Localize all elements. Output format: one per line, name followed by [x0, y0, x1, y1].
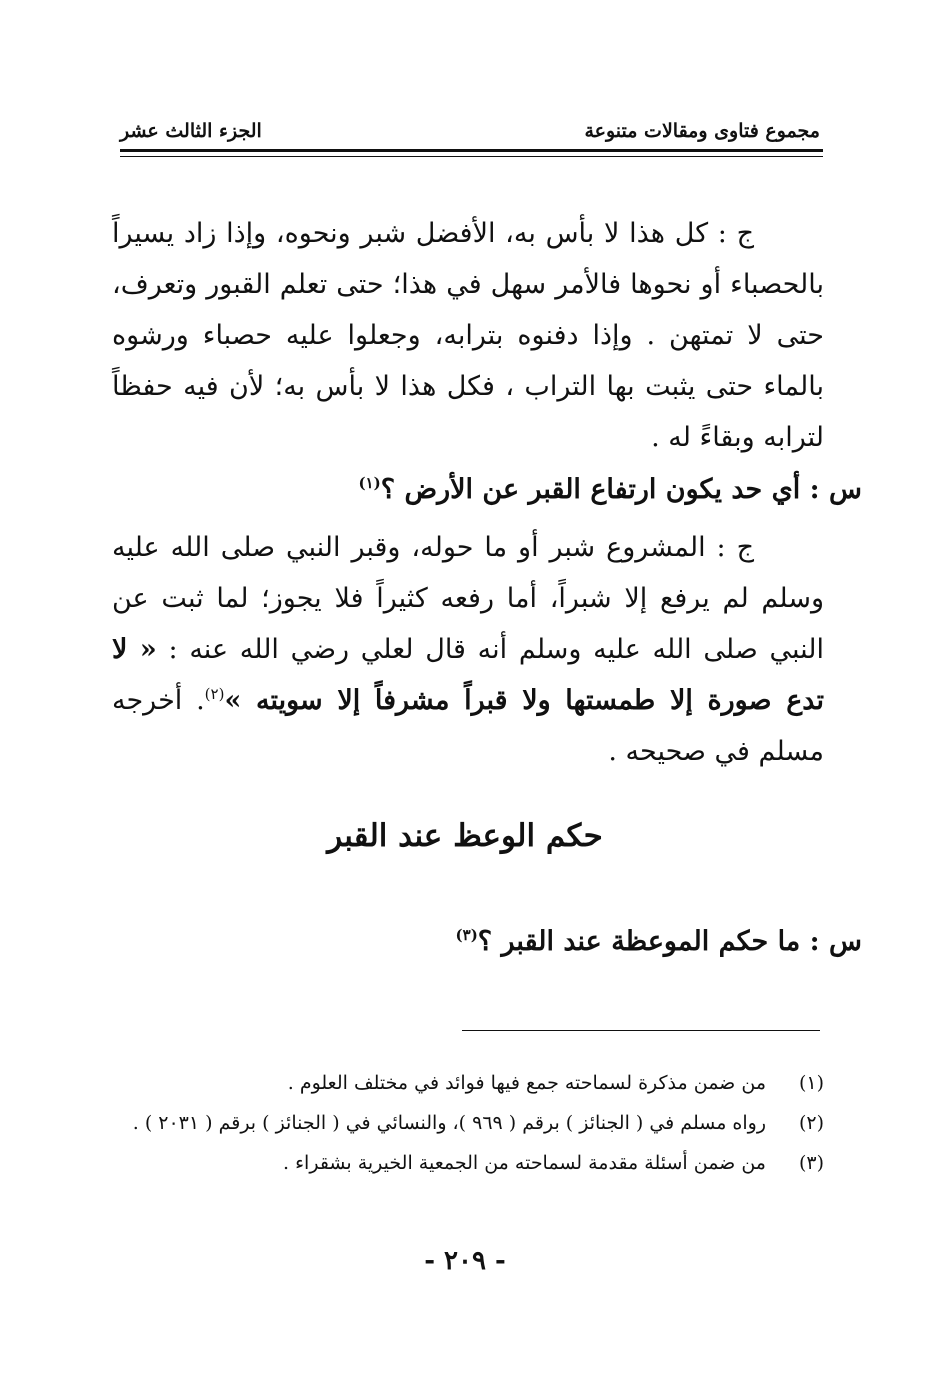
question-1 [262, 470, 862, 510]
page-number: - ٢٠٩ - [424, 1246, 506, 1276]
section-heading: حكم الوعظ عند القبر [327, 818, 603, 854]
answer-1-text: ج : كل هذا لا بأس به، الأفضل شبر ونحوه، وإذا زاد يسيراً بالحصباء أو نحوها فالأمر سهل في هذا؛ حتى تعلم القبور وتعرف، حتى لا تمتهن . وإذا دفنوه بترابه، وجعلوا عليه حصباء ورشوه بالماء حتى يثبت بها التراب ، فكل هذا لا بأس به؛ لأن فيه حفظاً لترابه وبقاءً له . [112, 218, 824, 453]
footnote-number: (٣) [798, 1152, 824, 1174]
footnote-ref-2[interactable]: (٢) [204, 685, 225, 703]
footnote-text: من ضمن أسئلة مقدمة لسماحته من الجمعية الخيرية بشقراء . [283, 1152, 766, 1174]
answer-2-paragraph [112, 522, 824, 777]
question-2 [262, 922, 862, 962]
footnote-separator [462, 1030, 820, 1031]
footnote-ref-3[interactable]: (٣) [455, 926, 478, 944]
answer-paragraph-2 [112, 522, 824, 777]
footnote-number: (٢) [798, 1112, 824, 1134]
footnote-item [112, 1146, 824, 1180]
footnote-text: رواه مسلم في ( الجنائز ) برقم ( ٩٦٩ )، والنسائي في ( الجنائز ) برقم ( ٢٠٣١ ) . [132, 1112, 766, 1134]
question-2-text: س : ما حكم الموعظة عند القبر ؟ [477, 926, 862, 957]
hadith-quote: « لا تدع صورة إلا طمستها ولا قبراً مشرفاً إلا سويته » [112, 634, 824, 716]
footnote-item [112, 1106, 824, 1140]
volume-label: الجزء الثالث عشر [120, 120, 262, 142]
footnotes [112, 1066, 824, 1186]
running-header [120, 116, 820, 146]
footnote-number: (١) [798, 1072, 824, 1094]
answer-2-ending: . أخرجه مسلم في صحيحه . [112, 685, 824, 767]
answer-2-text: ج : المشروع شبر أو ما حوله، وقبر النبي صلى الله عليه وسلم لم يرفع إلا شبراً، أما رفعه كثيراً فلا يجوز؛ لما ثبت عن النبي صلى الله عليه وسلم أنه قال لعلي رضي الله عنه : [112, 532, 824, 665]
answer-paragraph-1 [112, 208, 824, 463]
footnote-ref-1[interactable]: (١) [358, 474, 381, 492]
footnote-text: من ضمن مذكرة لسماحته جمع فيها فوائد في مختلف العلوم . [287, 1072, 766, 1094]
header-rule-thin [120, 156, 823, 157]
question-1-text: س : أي حد يكون ارتفاع القبر عن الأرض ؟ [380, 474, 862, 505]
header-rule-thick [120, 149, 823, 152]
footnote-item [112, 1066, 824, 1100]
book-title: مجموع فتاوى ومقالات متنوعة [584, 120, 820, 142]
